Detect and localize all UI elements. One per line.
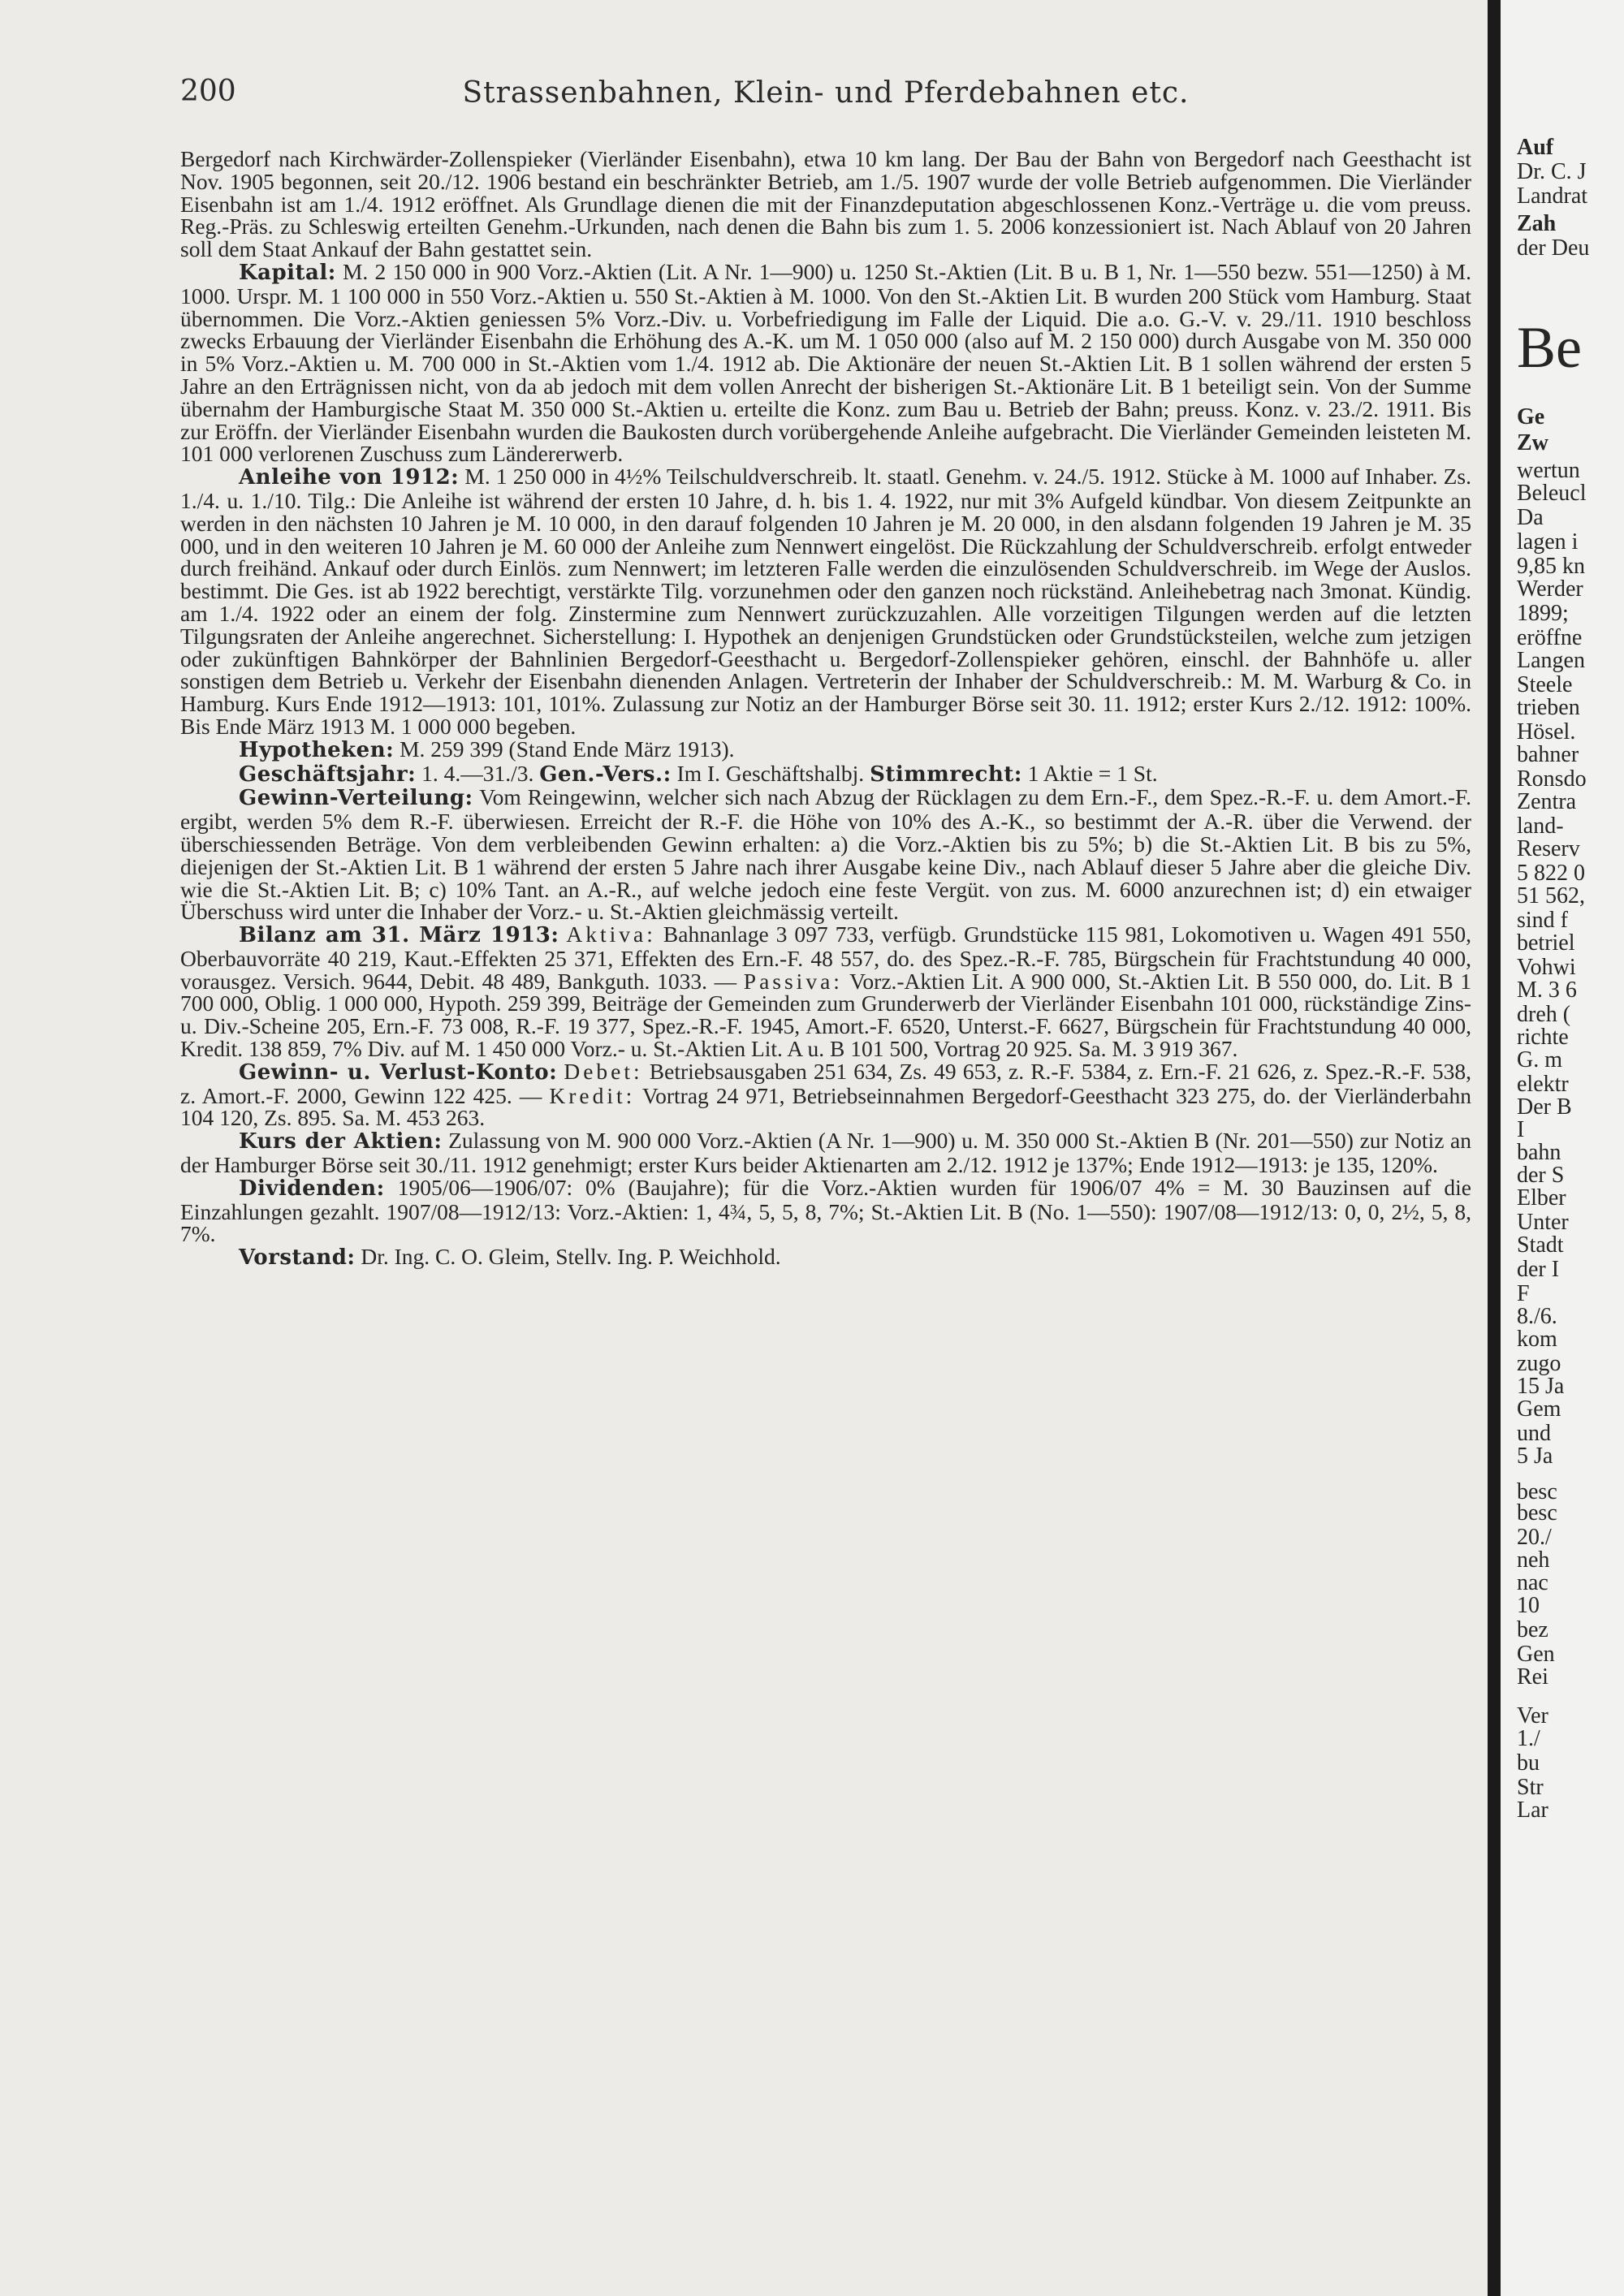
adjacent-page-fragment: Ronsdo [1517,766,1587,792]
adjacent-page-fragment: besc [1517,1479,1557,1504]
section-label: Vorstand: [239,1245,356,1271]
adjacent-page-fragment: Stadt [1517,1232,1564,1258]
article-body [180,148,1471,2259]
adjacent-page-fragment: 20./ [1517,1525,1552,1550]
adjacent-page-fragment: 15 Ja [1517,1374,1565,1399]
running-title: Strassenbahnen, Klein- und Pferdebahnen etc. [462,76,1190,110]
section-text: Bahnanlage 3 097 733, verfügb. Grundstücke 115 981, Lokomotiven u. Wagen 491 550, Oberbauvorräte 40 219, Kaut.-Effekten 25 371, Effekten des Ern.-F. 48 557, do. des Spez.-R.-F. 785, Bürgschein für Frachtstundung 40 000, vorausgez. Versich. 9644, Debit. 48 489, Bankguth. 1033. — [180,921,1472,994]
adjacent-page-fragment: bahner [1517,742,1579,767]
adjacent-page-fragment: Unter [1517,1210,1569,1235]
adjacent-page-fragment: richte [1517,1025,1569,1050]
adjacent-page-fragment: nac [1517,1570,1548,1595]
adjacent-page-fragment: Der B [1517,1094,1572,1120]
aktiva-label: Aktiva: [566,921,656,947]
section-text: 1. 4.—31./3. [421,760,534,786]
adjacent-page-fragment: kom [1517,1327,1557,1352]
adjacent-page-fragment: 1./ [1517,1726,1540,1751]
adjacent-page-fragment: Gen [1517,1642,1555,1667]
adjacent-page-fragment: Ge [1517,404,1545,429]
section-dividenden [180,1176,1471,1245]
debet-label: Debet: [564,1058,643,1084]
adjacent-page-fragment: Steele [1517,672,1573,697]
section-text: Zulassung von M. 900 000 Vorz.-Aktien (A Nr. 1—900) u. M. 350 000 St.-Aktien B (Nr. 201—550) zur Notiz an der Hamburger Börse seit 30./11. 1912 genehmigt; erster Kurs beider Aktienarten am 2./12. 1912 je 137%; Ende 1912—1913: je 135, 120%. [180,1128,1472,1178]
passiva-label: Passiva: [743,968,843,994]
section-label: Geschäftsjahr: [239,762,417,787]
adjacent-page-fragment: Reserv [1517,836,1580,861]
section-label: Kurs der Aktien: [239,1129,443,1154]
section-gewinn-verlust [180,1060,1471,1129]
adjacent-page-fragment: 51 562, [1517,883,1585,908]
adjacent-page-fragment: besc [1517,1500,1557,1526]
kredit-label: Kredit: [549,1082,636,1108]
section-label: Stimmrecht: [870,762,1022,787]
section-text: Im I. Geschäftshalbj. [676,760,865,786]
section-hypotheken [180,738,1471,762]
adjacent-page-fragment: Vohwi [1517,955,1576,980]
adjacent-page-fragment: Langen [1517,648,1585,673]
adjacent-page-fragment: Landrat [1517,183,1588,209]
adjacent-page-fragment: Gem [1517,1396,1561,1422]
adjacent-page-fragment: M. 3 6 [1517,978,1577,1003]
section-label: Gewinn- u. Verlust-Konto: [239,1060,558,1085]
section-text: M. 1 250 000 in 4½% Teilschuldverschreib. lt. staatl. Genehm. v. 24./5. 1912. Stücke à M. 1000 auf Inhaber. Zs. 1./4. u. 1./10. Tilg.: Die Anleihe ist während der ersten 10 Jahre, d. h. bis 1. 4. 1922, nur mit 3% Aufgeld kündbar. Von diesem Zeitpunkte an werden in den nächsten 10 Jahren je M. 10 000, in den darauf folgenden 10 Jahren je M. 20 000, in den alsdann folgenden 19 Jahren je M. 35 000, und in den weiteren 10 Jahren je M. 60 000 der Anleihe zum Nennwert eingelöst. Die Rückzahlung der Schuldverschreib. erfolgt entweder durch freihänd. Ankauf oder durch Einlös. zum Nennwert; im letzteren Falle werden die einzulösenden Schuldverschreib. im Wege der Auslos. bestimmt. Die Ges. ist ab 1922 berechtigt, verstärkte Tilg. vorzunehmen oder den ganzen noch rückständ. Anleihebetrag nach 3monat. Kündig. am 1./4. 1922 oder an einem der folg. Zinstermine zum Nennwert zurückzuzahlen. Alle vorzeitigen Tilgungen werden auf die letzten Tilgungsraten der Anleihe angerechnet. Sicherstellung: I. Hypothek an denjenigen Grundstücken oder Grundstücksteilen, welche zum jetzigen oder zukünftigen Bahnkörper der Bahnlinien Bergedorf-Geesthacht u. Bergedorf-Zollenspieker gehören, einschl. der Bahnhöfe u. aller sonstigen dem Betrieb u. Verkehr der Eisenbahn dienenden Anlagen. Vertreterin der Inhaber der Schuldverschreib.: M. M. Warburg & Co. in Hamburg. Kurs Ende 1912—1913: 101, 101%. Zulassung zur Notiz an der Hamburger Börse seit 30. 11. 1912; erster Kurs 2./12. 1912: 100%. Bis Ende März 1913 M. 1 000 000 begeben. [180,464,1471,739]
adjacent-page-edge [1501,0,1624,2296]
adjacent-page-fragment: trieben [1517,695,1580,720]
adjacent-page-fragment: 1899; [1517,601,1569,626]
adjacent-page-fragment: 8./6. [1517,1304,1557,1329]
book-gutter [1488,0,1501,2296]
adjacent-page-fragment: der I [1517,1257,1560,1282]
adjacent-page-fragment: Be [1517,315,1582,380]
section-label: Gen.-Vers.: [539,762,672,787]
section-kurs [180,1129,1471,1176]
adjacent-page-fragment: elektr [1517,1072,1569,1097]
section-text: Vom Reingewinn, welcher sich nach Abzug der Rücklagen zu dem Ern.-F., dem Spez.-R.-F. u. dem Amort.-F. ergibt, werden 5% dem R.-F. überwiesen. Erreicht der R.-F. die Höhe von 10% des A.-K., so bestimmt der A.-R. über die Verwend. der überschiessenden Beträge. Von dem verbleibenden Gewinn erhalten: a) die Vorz.-Aktien bis zu 5%; b) die St.-Aktien Lit. B bis zu 5%, diejenigen der St.-Aktien Lit. B 1 während der ersten 5 Jahre nach ihrer Ausgabe keine Div., nach Ablauf dieser 5 Jahre aber die gleiche Div. wie die St.-Aktien Lit. B; c) 10% Tant. an A.-R., auf welche jedoch eine feste Vergüt. von zus. M. 6000 anzurechnen ist; d) ein etwaiger Überschuss wird unter die Inhaber der Vorz.- u. St.-Aktien gleichmässig verteilt. [180,784,1471,925]
adjacent-page-fragment: Auf [1517,135,1554,160]
adjacent-page-fragment: I [1517,1117,1525,1142]
page-number: 200 [180,75,236,108]
page-header [180,75,1471,114]
section-text: Vortrag 24 971, Betriebseinnahmen Bergedorf-Geesthacht 323 275, do. der Vierländerbahn 104 120, Zs. 895. Sa. M. 453 263. [180,1082,1471,1131]
adjacent-page-fragment: Hösel. [1517,719,1576,744]
adjacent-page-fragment: land- [1517,814,1564,839]
adjacent-page-fragment: Zah [1517,211,1557,236]
adjacent-page-fragment: der S [1517,1163,1565,1188]
adjacent-page-fragment: neh [1517,1547,1550,1573]
section-label: Hypotheken: [239,737,395,762]
section-kapital [180,258,1471,467]
section-label: Dividenden: [239,1176,385,1201]
adjacent-page-fragment: zugo [1517,1351,1561,1376]
adjacent-page-fragment: Zw [1517,430,1548,455]
adjacent-page-fragment: Werder [1517,576,1583,602]
section-text: M. 2 150 000 in 900 Vorz.-Aktien (Lit. A Nr. 1—900) u. 1250 St.-Aktien (Lit. B u. B 1, Nr. 1—550 bezw. 551—1250) à M. 1000. Urspr. M. 1 100 000 in 550 Vorz.-Aktien u. 550 St.-Aktien à M. 1000. Von den St.-Aktien Lit. B wurden 200 Stück vom Hamburg. Staat übernommen. Die Vorz.-Aktien geniessen 5% Vorz.-Div. u. Vorbefriedigung im Falle der Liquid. Die a.o. G.-V. v. 29./11. 1910 beschloss zwecks Erbauung der Vierländer Eisenbahn die Erhöhung des A.-K. um M. 1 050 000 (also auf M. 2 150 000) durch Ausgabe von M. 350 000 in 5% Vorz.-Aktien u. M. 700 000 in St.-Aktien vom 1./4. 1912 ab. Die Aktionäre der neuen St.-Aktien Lit. B 1 sollen während der ersten 5 Jahre an den Erträgnissen nicht, von da ab jedoch mit dem vollen Anrecht der bisherigen St.-Aktionäre Lit. B 1 beteiligt sein. Von der Summe übernahm der Hamburgische Staat M. 350 000 St.-Aktien u. erteilte die Konz. zum Bau u. Betrieb der Bahn; preuss. Konz. v. 23./2. 1911. Bis zur Eröffn. der Vierländer Eisenbahn wurden die Baukosten durch vorübergehende Anleihe aufgebracht. Die Vierländer Gemeinden leisteten M. 101 000 verlorenen Zuschuss zum Ländererwerb. [180,258,1471,467]
adjacent-page-fragment: 9,85 kn [1517,554,1585,579]
adjacent-page-fragment: dreh ( [1517,1002,1571,1027]
intro-paragraph: Bergedorf nach Kirchwärder-Zollenspieker (Vierländer Eisenbahn), etwa 10 km lang. Der Bau der Bahn von Bergedorf nach Geesthacht ist Nov. 1905 begonnen, seit 20./12. 1906 bestand ein beschränkter Betrieb, am 1./5. 1907 wurde der volle Betrieb aufgenommen. Die Vierländer Eisenbahn ist am 1./4. 1912 eröffnet. Als Grundlage dienen die mit der Finanzdeputation abgeschlossenen Konz.-Verträge u. die vom preuss. Reg.-Präs. zu Schleswig erteilten Genehm.-Urkunden, nach denen die Bahn bis zum 1. 5. 2006 konzessioniert ist. Nach Ablauf von 20 Jahren soll dem Staat Ankauf der Bahn gestattet sein. [180,146,1471,262]
section-gewinn-verteilung [180,786,1471,923]
adjacent-page-fragment: eröffne [1517,625,1583,650]
adjacent-page-fragment: bu [1517,1750,1540,1776]
adjacent-page-fragment: betriel [1517,930,1575,956]
adjacent-page-fragment: lagen i [1517,529,1579,555]
adjacent-page-fragment: Dr. C. J [1517,159,1587,184]
adjacent-page-fragment: 5 Ja [1517,1444,1553,1469]
adjacent-page-fragment: Rei [1517,1664,1548,1690]
adjacent-page-fragment: Zentra [1517,789,1577,814]
section-bilanz [180,923,1471,1060]
adjacent-page-fragment: Lar [1517,1798,1548,1823]
adjacent-page-fragment: sind f [1517,908,1568,933]
adjacent-page-fragment: Elber [1517,1185,1566,1211]
adjacent-page-fragment: 5 822 0 [1517,861,1585,886]
section-vorstand [180,1245,1471,1270]
section-text: 1905/06—1906/07: 0% (Baujahre); für die Vorz.-Aktien wurden für 1906/07 4% = M. 30 Bauzinsen auf die Einzahlungen gezahlt. 1907/08—1912/13: Vorz.-Aktien: 1, 4¾, 5, 5, 8, 7%; St.-Aktien Lit. B (No. 1—550): 1907/08—1912/13: 0, 0, 2½, 5, 8, 7%. [180,1174,1472,1247]
section-text: Dr. Ing. C. O. Gleim, Stellv. Ing. P. Weichhold. [361,1244,781,1270]
section-label: Bilanz am 31. März 1913: [239,923,559,948]
adjacent-page-fragment: Ver [1517,1703,1548,1728]
adjacent-page-fragment: wertun [1517,458,1580,483]
section-anleihe [180,465,1471,738]
section-label: Anleihe von 1912: [239,465,460,490]
adjacent-page-fragment: Str [1517,1775,1544,1800]
section-text: Betriebsausgaben 251 634, Zs. 49 653, z. R.-F. 5384, z. Ern.-F. 21 626, z. Spez.-R.-F. 538, z. Amort.-F. 2000, Gewinn 122 425. — [180,1058,1472,1108]
adjacent-page-fragment: Beleucl [1517,481,1587,506]
section-text: 1 Aktie = 1 St. [1027,760,1158,786]
section-label: Kapital: [239,260,336,285]
section-text: Vorz.-Aktien Lit. A 900 000, St.-Aktien Lit. B 550 000, do. Lit. B 1 700 000, Oblig. 1 000 000, Hypoth. 259 399, Beiträge der Gemeinden zum Grunderwerb der Vierländer Eisenbahn 101 000, rückständige Zins- u. Div.-Scheine 205, Ern.-F. 73 008, R.-F. 19 377, Spez.-R.-F. 1945, Amort.-F. 6520, Unterst.-F. 6627, Bürgschein für Frachtstundung 40 000, Kredit. 138 859, 7% Div. auf M. 1 450 000 Vorz.- u. St.-Aktien Lit. A u. B 101 500, Vortrag 20 925. Sa. M. 3 919 367. [180,968,1471,1062]
adjacent-page-fragment: der Deu [1517,235,1590,261]
adjacent-page-fragment: Da [1517,505,1544,530]
adjacent-page-fragment: G. m [1517,1047,1562,1072]
adjacent-page-fragment: 10 [1517,1593,1540,1618]
section-text: M. 259 399 (Stand Ende März 1913). [400,736,735,762]
adjacent-page-fragment: bez [1517,1617,1548,1642]
section-label: Gewinn-Verteilung: [239,786,473,811]
adjacent-page-fragment: F [1517,1281,1530,1306]
section-geschaeftsjahr [180,762,1471,787]
adjacent-page-fragment: bahn [1517,1140,1561,1165]
adjacent-page-fragment: und [1517,1421,1551,1446]
